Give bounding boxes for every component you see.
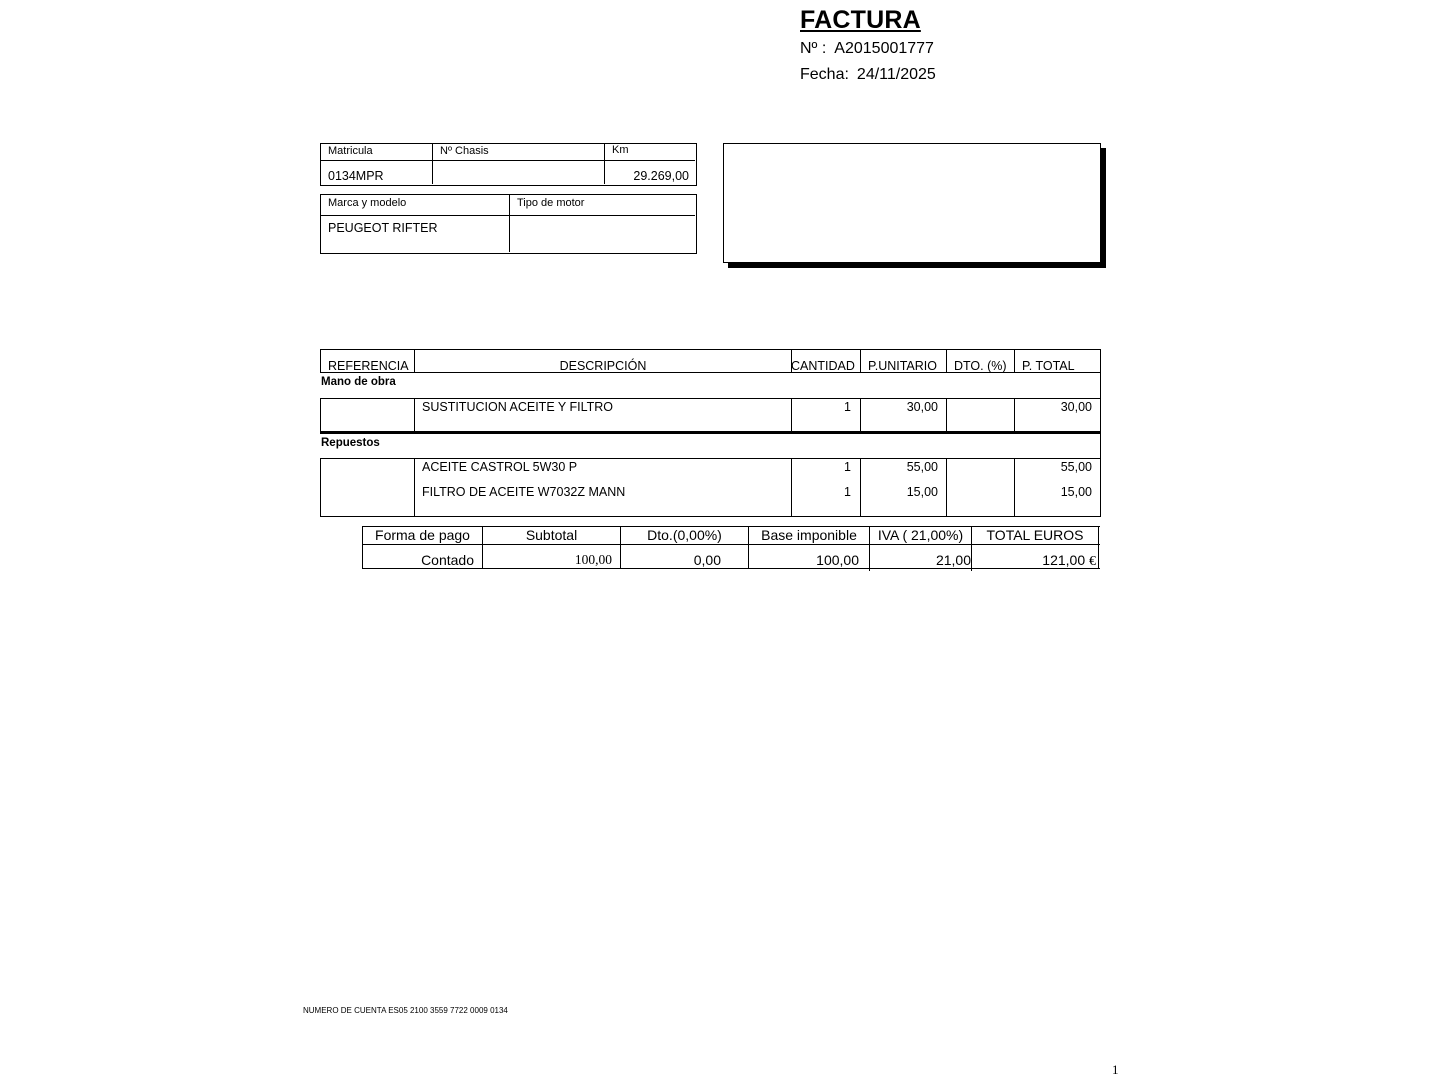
base-value: 100,00	[816, 552, 859, 568]
bank-account: NUMERO DE CUENTA ES05 2100 3559 7722 0009 0134	[303, 1006, 508, 1015]
total-amount: 121,00	[1042, 552, 1086, 568]
col-subtotal: Subtotal	[525, 527, 578, 543]
km-value: 29.269,00	[633, 169, 689, 183]
row-unit-price: 15,00	[906, 485, 938, 499]
row-unit-price: 55,00	[906, 460, 938, 474]
matricula-value: 0134MPR	[328, 169, 384, 183]
page-number: 1	[1112, 1062, 1119, 1077]
km-label: Km	[612, 144, 629, 156]
row-unit-price: 30,00	[906, 400, 938, 414]
invoice-date-label: Fecha:	[800, 66, 849, 83]
col-punitario: P.UNITARIO	[868, 359, 937, 373]
col-referencia: REFERENCIA	[328, 359, 409, 373]
col-dto: DTO. (%)	[954, 359, 1007, 373]
vehicle-id-box	[320, 143, 697, 186]
col-cantidad: CANTIDAD	[791, 359, 855, 373]
dto-value: 0,00	[693, 552, 721, 568]
section-title-repuestos: Repuestos	[321, 437, 380, 449]
marca-value: PEUGEOT RIFTER	[328, 221, 438, 235]
col-total-euros: TOTAL EUROS	[986, 527, 1084, 543]
iva-value: 21,00	[935, 552, 971, 568]
forma-pago-value: Contado	[421, 552, 474, 568]
invoice-date: 24/11/2025	[856, 66, 936, 83]
row-qty: 1	[844, 400, 851, 414]
currency-symbol: €	[1089, 554, 1096, 569]
row-qty: 1	[844, 460, 851, 474]
row-qty: 1	[844, 485, 851, 499]
invoice-number: A2015001777	[834, 40, 934, 57]
col-dto-total: Dto.(0,00%)	[647, 527, 722, 543]
col-iva: IVA ( 21,00%)	[877, 527, 964, 543]
row-description: SUSTITUCION ACEITE Y FILTRO	[422, 400, 614, 414]
invoice-title: FACTURA	[800, 6, 921, 34]
section-title-mano-obra: Mano de obra	[321, 376, 396, 388]
row-description: FILTRO DE ACEITE W7032Z MANN	[422, 485, 626, 499]
motor-label: Tipo de motor	[517, 197, 585, 209]
matricula-label: Matricula	[328, 145, 373, 157]
invoice-date-line	[800, 66, 936, 84]
chasis-label: Nº Chasis	[440, 145, 489, 157]
invoice-number-line	[800, 40, 934, 58]
col-ptotal: P. TOTAL	[1022, 359, 1075, 373]
col-descripcion: DESCRIPCIÓN	[559, 359, 647, 373]
subtotal-value: 100,00	[574, 552, 612, 567]
items-table	[320, 349, 1102, 519]
vehicle-model-box	[320, 194, 697, 254]
row-total: 55,00	[1060, 460, 1092, 474]
total-value	[973, 552, 1096, 570]
customer-address-box	[723, 143, 1101, 263]
row-total: 30,00	[1060, 400, 1092, 414]
col-forma-pago: Forma de pago	[375, 527, 470, 543]
col-base-imponible: Base imponible	[761, 527, 857, 543]
totals-table	[362, 526, 1102, 570]
invoice-number-label: Nº :	[800, 40, 827, 57]
row-total: 15,00	[1060, 485, 1092, 499]
row-description: ACEITE CASTROL 5W30 P	[422, 460, 578, 474]
marca-label: Marca y modelo	[328, 197, 407, 209]
